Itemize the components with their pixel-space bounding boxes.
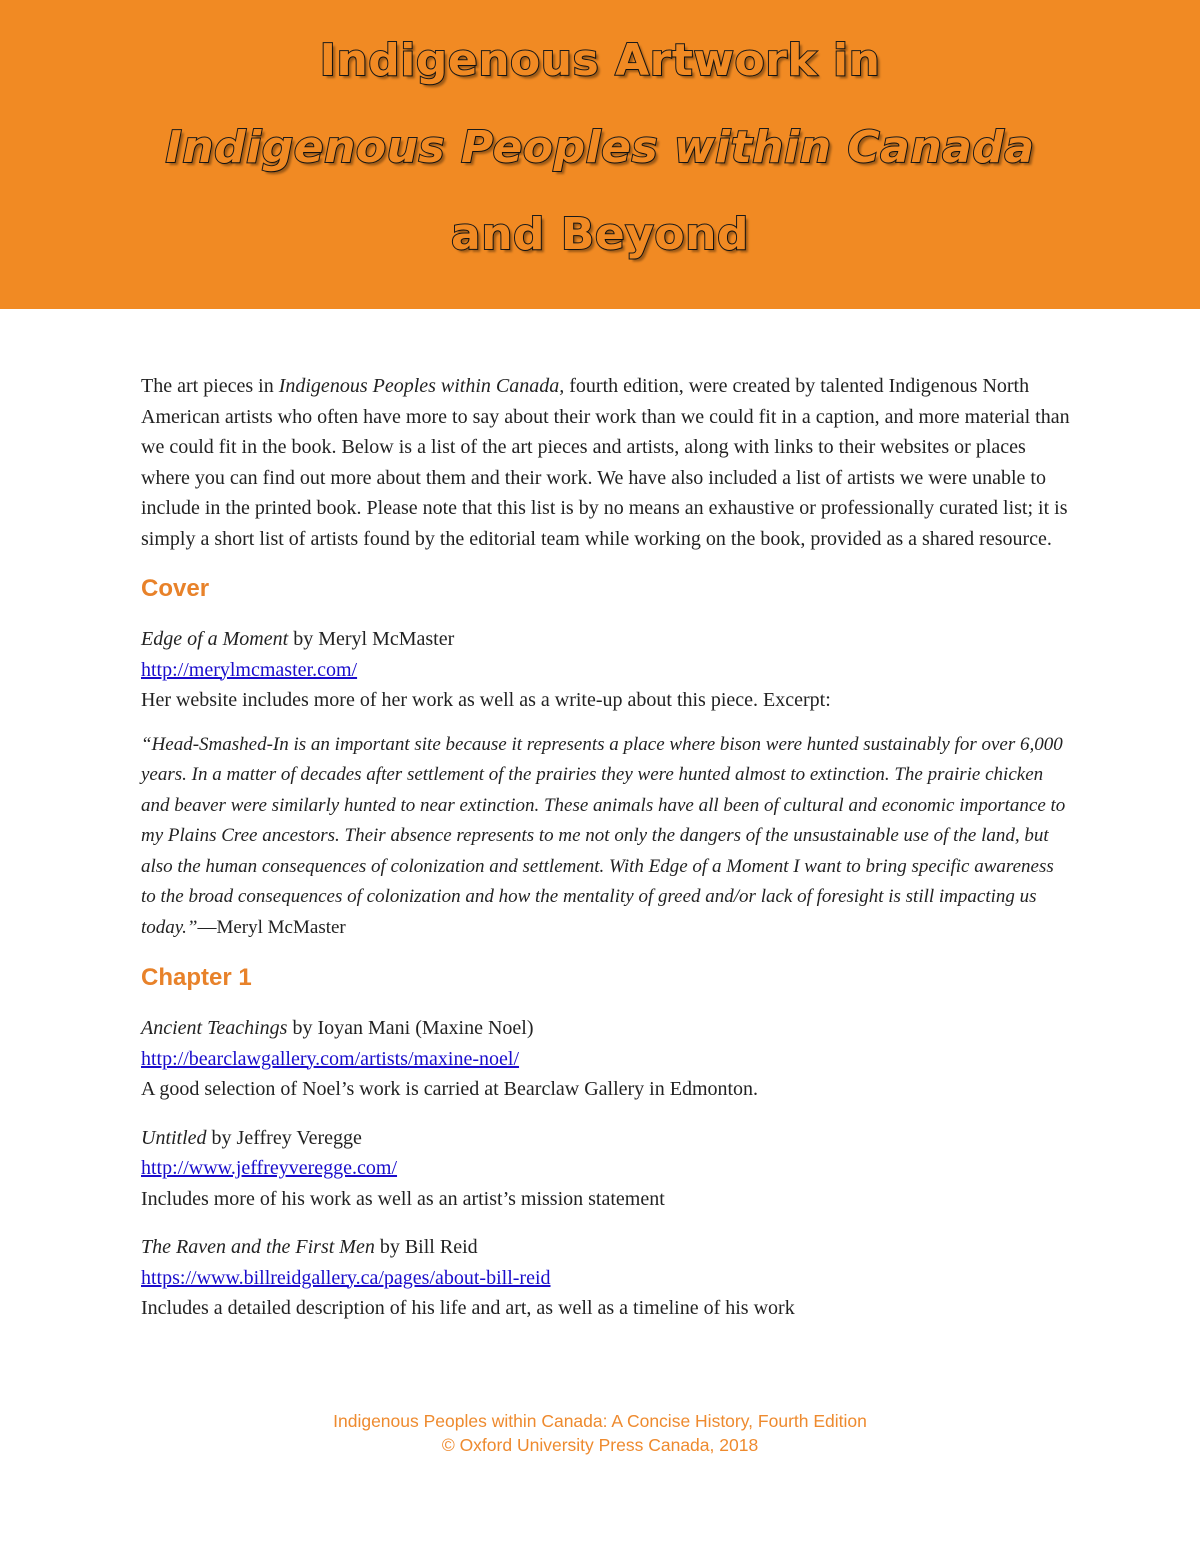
artwork-title-line — [141, 1232, 1071, 1263]
artwork-description: Includes more of his work as well as an artist’s mission statement — [141, 1187, 665, 1210]
artwork-entry-cover — [141, 624, 1071, 716]
title-banner — [0, 0, 1200, 309]
artwork-title: Untitled — [141, 1126, 207, 1149]
artist-quote — [141, 730, 1071, 944]
artist-website-link[interactable]: http://www.jeffreyveregge.com/ — [141, 1157, 398, 1179]
artwork-entry — [141, 1013, 1071, 1105]
artist-website-link[interactable]: https://www.billreidgallery.ca/pages/about-bill-reid — [141, 1266, 551, 1289]
quote-text: “Head-Smashed-In is an important site because it represents a place where bison were hunted sustainably for over 6,000 years. In a matter of decades after settlement of the prairies they were hunted almost to extinction. The prairie chicken and beaver were similarly hunted to near extinction. These animals have all been of cultural and economic importance to my Plains Cree ancestors. Their absence represents to me not only the dangers of the unsustainable use of the land, but also the human consequences of colonization and settlement. With Edge of a Moment I want to bring specific awareness to the broad consequences of colonization and how the mentality of greed and/or lack of foresight is still impacting us today.” — [141, 733, 1066, 938]
intro-text-part1: The art pieces in — [141, 375, 279, 397]
artwork-description: Includes a detailed description of his life and art, as well as a timeline of his work — [141, 1297, 795, 1319]
page-footer — [0, 1409, 1200, 1457]
artwork-link-line — [141, 655, 1071, 686]
title-line-2: Indigenous Peoples within Canada — [165, 122, 1035, 173]
artwork-title-line — [141, 624, 1071, 655]
artwork-artist: by Bill Reid — [374, 1236, 478, 1258]
artwork-title-line — [141, 1123, 1071, 1154]
artwork-title: Edge of a Moment — [141, 628, 289, 650]
section-heading-cover: Cover — [141, 575, 210, 602]
footer-book-title: Indigenous Peoples within Canada: A Concise History, Fourth Edition — [333, 1411, 867, 1431]
artwork-artist: by Ioyan Mani (Maxine Noel) — [287, 1017, 534, 1039]
artwork-artist: by Jeffrey Veregge — [206, 1126, 362, 1149]
artist-website-link[interactable]: http://bearclawgallery.com/artists/maxine-noel/ — [141, 1047, 520, 1070]
artwork-entry — [141, 1232, 1071, 1324]
artist-website-link[interactable]: http://merylmcmaster.com/ — [141, 658, 358, 681]
artwork-link-line — [141, 1044, 1071, 1075]
quote-attribution: —Meryl McMaster — [197, 916, 346, 938]
title-line-1: Indigenous Artwork in — [319, 35, 881, 86]
artwork-entry — [141, 1123, 1071, 1215]
intro-book-title: Indigenous Peoples within Canada, — [278, 375, 565, 397]
artwork-artist: by Meryl McMaster — [288, 628, 455, 650]
artwork-link-line — [141, 1263, 1071, 1294]
artwork-title: The Raven and the First Men — [141, 1236, 375, 1258]
title-line-3: and Beyond — [451, 209, 749, 260]
artwork-description: A good selection of Noel’s work is carried at Bearclaw Gallery in Edmonton. — [141, 1078, 759, 1100]
artwork-link-line — [141, 1153, 1071, 1184]
intro-text-part2: fourth edition, were created by talented Indigenous North American artists who often have more to say about their work than we could fit in a caption, and more material than we could fit in the book. Below is a list of the art pieces and artists, along with links to their websites or places where you can find out more about them and their work. We have also included a list of artists we were unable to include in the printed book. Please note that this list is by no means an exhaustive or professionally curated list; it is simply a short list of artists found by the editorial team while working on the book, provided as a shared resource. — [141, 375, 1070, 550]
section-heading-chapter-1: Chapter 1 — [141, 964, 252, 991]
artwork-title-line — [141, 1013, 1071, 1044]
footer-copyright: © Oxford University Press Canada, 2018 — [441, 1435, 759, 1455]
artwork-description: Her website includes more of her work as well as a write-up about this piece. Excerpt: — [141, 689, 831, 711]
artwork-title: Ancient Teachings — [141, 1017, 288, 1039]
document-body — [141, 371, 1071, 1324]
intro-paragraph — [141, 371, 1071, 554]
